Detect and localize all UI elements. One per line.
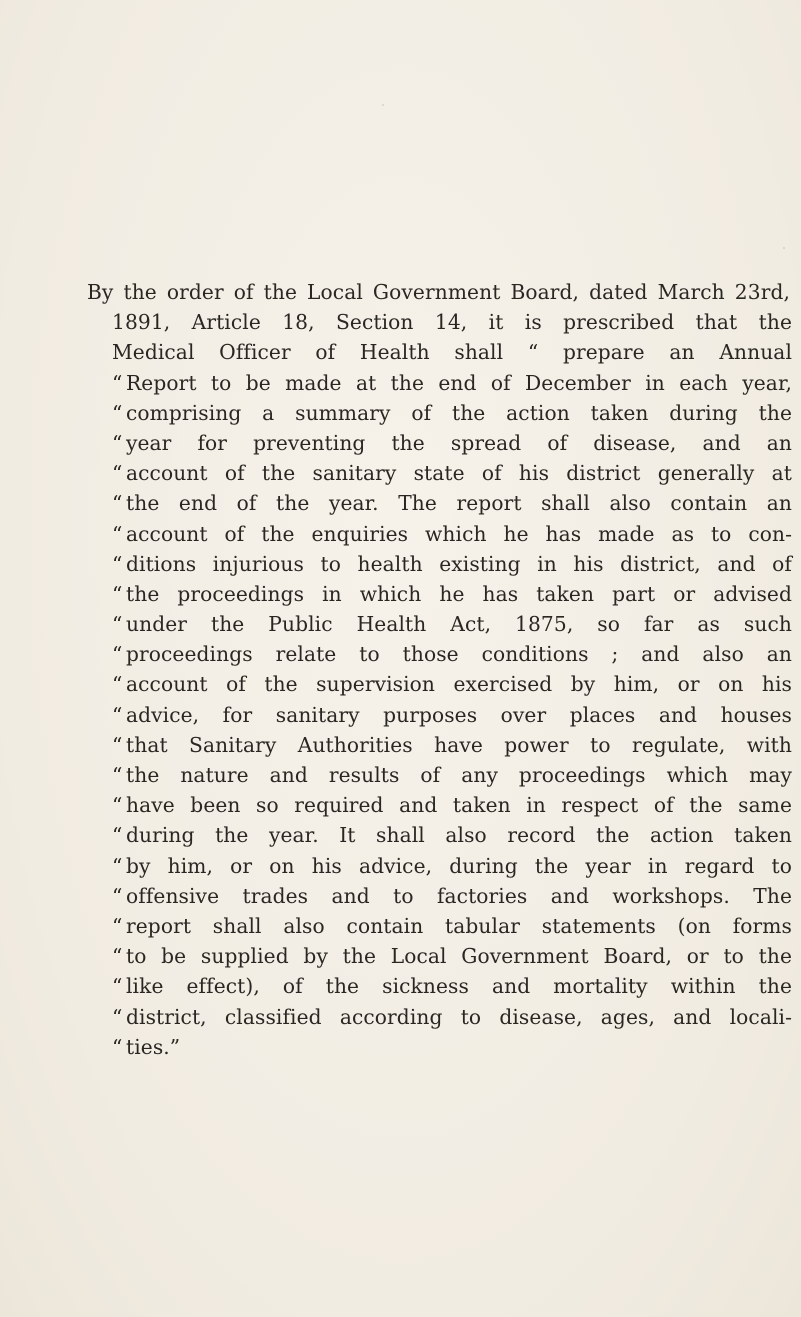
paragraph-line — [112, 1002, 792, 1032]
paragraph-line — [112, 669, 792, 699]
line-text: have been so required and taken in respect of the same — [126, 793, 792, 818]
line-text: Medical Officer of Health shall “ prepare an Annual — [112, 340, 792, 365]
opening-quote-mark: “ — [112, 1004, 123, 1029]
line-text: under the Public Health Act, 1875, so far as such — [126, 612, 792, 637]
paragraph-line — [112, 700, 792, 730]
paragraph-line — [112, 971, 792, 1001]
paragraph-line — [112, 1032, 792, 1062]
line-text: account of the sanitary state of his district generally at — [126, 461, 792, 486]
line-text: the proceedings in which he has taken part or advised — [126, 581, 792, 606]
opening-quote-mark: “ — [112, 491, 123, 516]
opening-quote-mark: “ — [112, 913, 123, 938]
opening-quote-mark: “ — [112, 400, 123, 425]
opening-quote-mark: “ — [112, 732, 123, 757]
line-text: like effect), of the sickness and mortality within the — [126, 974, 792, 999]
opening-quote-mark: “ — [112, 642, 123, 667]
opening-quote-mark: “ — [112, 823, 123, 848]
line-text: offensive trades and to factories and workshops. The — [126, 883, 792, 908]
paragraph-line — [87, 277, 790, 307]
paragraph-line — [112, 790, 792, 820]
opening-quote-mark: “ — [112, 461, 123, 486]
paragraph-line — [112, 428, 792, 458]
opening-quote-mark: “ — [112, 521, 123, 546]
line-text: that Sanitary Authorities have power to regulate, with — [126, 732, 792, 757]
paper-speck — [382, 104, 384, 106]
opening-quote-mark: “ — [112, 853, 123, 878]
paragraph-line — [112, 911, 792, 941]
paragraph-line — [112, 820, 792, 850]
opening-quote-mark: “ — [112, 763, 123, 787]
paragraph-line — [112, 488, 792, 518]
line-text: district, classified according to disease, ages, and locali- — [126, 1004, 792, 1029]
paragraph-line — [112, 639, 792, 669]
paragraph-line — [112, 458, 792, 488]
paragraph-line — [112, 609, 792, 639]
line-text: comprising a summary of the action taken during the — [126, 400, 792, 425]
opening-quote-mark: “ — [112, 1034, 123, 1059]
paragraph-line — [112, 579, 792, 609]
line-text: account of the supervision exercised by him, or on his — [126, 672, 792, 697]
opening-quote-mark: “ — [112, 883, 123, 908]
line-text: By the order of the Local Government Board, dated March 23rd, — [87, 280, 790, 304]
paragraph-line — [112, 730, 792, 760]
paragraph-line — [112, 337, 792, 367]
paragraph-line — [112, 941, 792, 971]
line-text: ditions injurious to health existing in his district, and of — [126, 551, 792, 576]
line-text: report shall also contain tabular statements (on forms — [126, 913, 792, 938]
line-text: Report to be made at the end of December in each year, — [126, 370, 792, 395]
line-text: proceedings relate to those conditions ; and also an — [126, 642, 792, 667]
opening-quote-mark: “ — [112, 581, 123, 606]
line-text: year for preventing the spread of disease, and an — [126, 430, 792, 455]
line-text: to be supplied by the Local Government Board, or to the — [126, 944, 792, 969]
paragraph-line — [112, 851, 792, 881]
line-text: the end of the year. The report shall also contain an — [126, 491, 792, 516]
line-text: during the year. It shall also record the action taken — [126, 823, 792, 848]
paper-speck — [783, 247, 785, 249]
paragraph-line — [112, 881, 792, 911]
line-text: ties.” — [126, 1034, 181, 1059]
opening-quote-mark: “ — [112, 974, 123, 999]
paragraph-line — [112, 307, 792, 337]
quoted-passage — [112, 368, 792, 1032]
paragraph-line — [112, 549, 792, 579]
report-paragraph — [87, 277, 792, 1062]
opening-quote-mark: “ — [112, 793, 123, 818]
line-text: 1891, Article 18, Section 14, it is prescribed that the — [112, 310, 792, 335]
paragraph-line — [112, 760, 792, 790]
opening-quote-mark: “ — [112, 944, 123, 969]
paragraph-line — [112, 368, 792, 398]
line-text: account of the enquiries which he has made as to con- — [126, 521, 792, 546]
line-text: advice, for sanitary purposes over places and houses — [126, 702, 792, 727]
opening-quote-mark: “ — [112, 430, 123, 455]
opening-quote-mark: “ — [112, 370, 123, 395]
paragraph-line — [112, 519, 792, 549]
paragraph-line — [112, 398, 792, 428]
opening-quote-mark: “ — [112, 551, 123, 576]
opening-quote-mark: “ — [112, 672, 123, 697]
line-text: by him, or on his advice, during the year in regard to — [126, 853, 792, 878]
opening-quote-mark: “ — [112, 702, 123, 727]
opening-quote-mark: “ — [112, 612, 123, 637]
line-text: the nature and results of any proceedings which may — [126, 763, 792, 787]
